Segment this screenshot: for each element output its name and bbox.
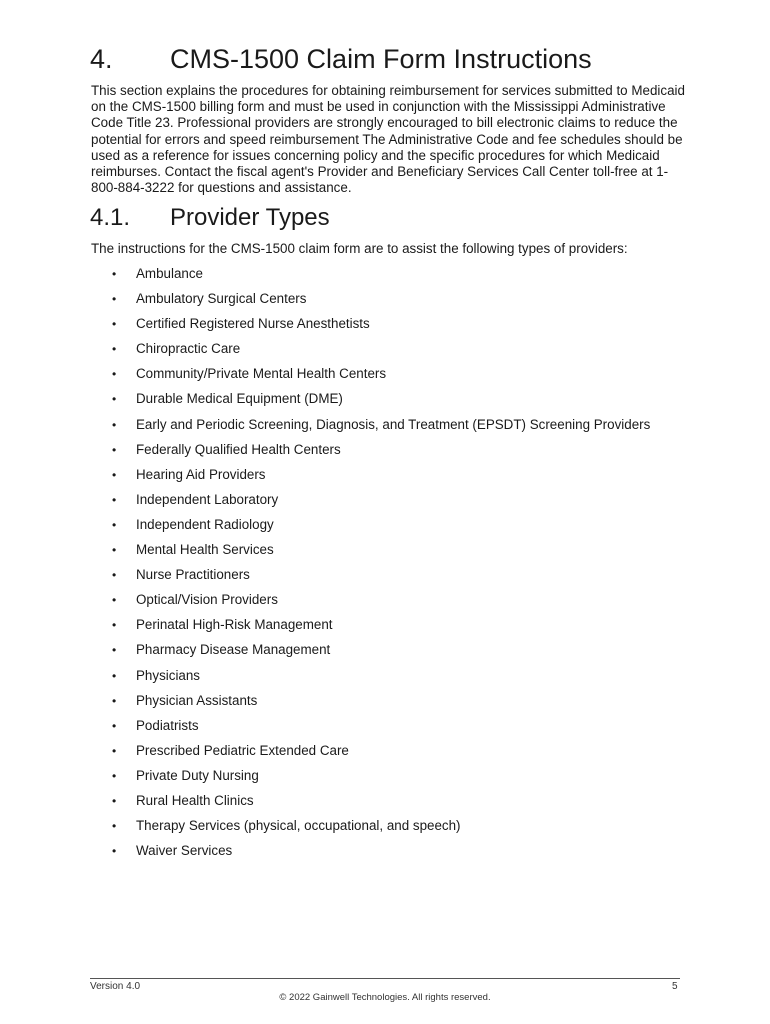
section-intro-paragraph: This section explains the procedures for obtaining reimbursement for services submitted to Medicaid on the CMS-1500 billing form and must be used in conjunction with the Mississippi Administrative Code Title 23. Professional providers are strongly encouraged to bill electronic claims to reduce the potential for errors and speed reimbursement The Administrative Code and fee schedules should be used as a reference for issues concerning policy and the specific procedures for which Medicaid reimburses. Contact the fiscal agent's Provider and Beneficiary Services Call Center toll-free at 1-800-884-3222 for questions and assistance. [91,83,685,196]
section-heading [90,44,592,75]
list-item-text: Nurse Practitioners [136,567,250,583]
bullet-icon: • [112,342,117,357]
list-item [112,667,650,692]
list-item-text: Independent Laboratory [136,491,279,507]
footer-page-number: 5 [672,981,678,992]
list-item [112,742,650,767]
bullet-icon: • [112,618,117,633]
bullet-icon: • [112,517,117,532]
list-item-text: Community/Private Mental Health Centers [136,366,387,382]
list-item [112,315,650,340]
provider-types-list [112,265,650,867]
list-item [112,717,650,742]
list-item-text: Early and Periodic Screening, Diagnosis, and Treatment (EPSDT) Screening Providers [136,416,651,432]
bullet-icon: • [112,492,117,507]
list-item [112,616,650,641]
bullet-icon: • [112,819,117,834]
section-title: CMS-1500 Claim Form Instructions [170,44,592,74]
subsection-number: 4.1. [90,204,131,231]
list-item [112,566,650,591]
list-item [112,641,650,666]
subsection-heading [90,204,330,232]
bullet-icon: • [112,467,117,482]
list-item [112,792,650,817]
list-item-text: Hearing Aid Providers [136,466,266,482]
footer-divider [90,978,680,979]
list-item [112,767,650,792]
bullet-icon: • [112,743,117,758]
bullet-icon: • [112,317,117,332]
list-item-text: Durable Medical Equipment (DME) [136,391,343,407]
bullet-icon: • [112,844,117,859]
list-item [112,290,650,315]
list-item-text: Physicians [136,667,201,683]
subsection-title: Provider Types [170,204,330,231]
bullet-icon: • [112,543,117,558]
bullet-icon: • [112,593,117,608]
list-item-text: Physician Assistants [136,692,258,708]
list-item [112,365,650,390]
list-item [112,340,650,365]
list-item-text: Optical/Vision Providers [136,592,278,608]
bullet-icon: • [112,267,117,281]
list-item [112,842,650,867]
list-item [112,692,650,717]
list-item-text: Ambulatory Surgical Centers [136,291,307,307]
bullet-icon: • [112,793,117,808]
list-item [112,491,650,516]
list-item-text: Federally Qualified Health Centers [136,441,341,457]
footer-copyright: © 2022 Gainwell Technologies. All rights reserved. [279,992,491,1003]
list-item [112,416,650,441]
list-item-text: Certified Registered Nurse Anesthetists [136,316,370,332]
list-item [112,466,650,491]
subsection-lead-paragraph: The instructions for the CMS-1500 claim form are to assist the following types of providers: [91,241,628,256]
bullet-icon: • [112,643,117,658]
list-item-text: Rural Health Clinics [136,792,254,808]
bullet-icon: • [112,292,117,307]
list-item-text: Chiropractic Care [136,341,241,357]
list-item [112,591,650,616]
list-item-text: Podiatrists [136,717,199,733]
bullet-icon: • [112,417,117,432]
list-item [112,441,650,466]
list-item-text: Waiver Services [136,843,233,859]
list-item [112,265,650,290]
bullet-icon: • [112,392,117,407]
list-item-text: Private Duty Nursing [136,767,259,783]
list-item [112,516,650,541]
list-item-text: Prescribed Pediatric Extended Care [136,742,349,758]
list-item [112,817,650,842]
bullet-icon: • [112,718,117,733]
bullet-icon: • [112,768,117,783]
bullet-icon: • [112,442,117,457]
list-item-text: Pharmacy Disease Management [136,642,331,658]
list-item-text: Independent Radiology [136,516,274,532]
list-item-text: Therapy Services (physical, occupational, and speech) [136,818,461,834]
bullet-icon: • [112,668,117,683]
bullet-icon: • [112,568,117,583]
list-item-text: Ambulance [136,266,203,281]
list-item [112,541,650,566]
bullet-icon: • [112,693,117,708]
section-number: 4. [90,44,113,74]
list-item [112,390,650,415]
bullet-icon: • [112,367,117,382]
list-item-text: Mental Health Services [136,542,274,558]
list-item-text: Perinatal High-Risk Management [136,617,333,633]
footer-version: Version 4.0 [90,981,141,992]
